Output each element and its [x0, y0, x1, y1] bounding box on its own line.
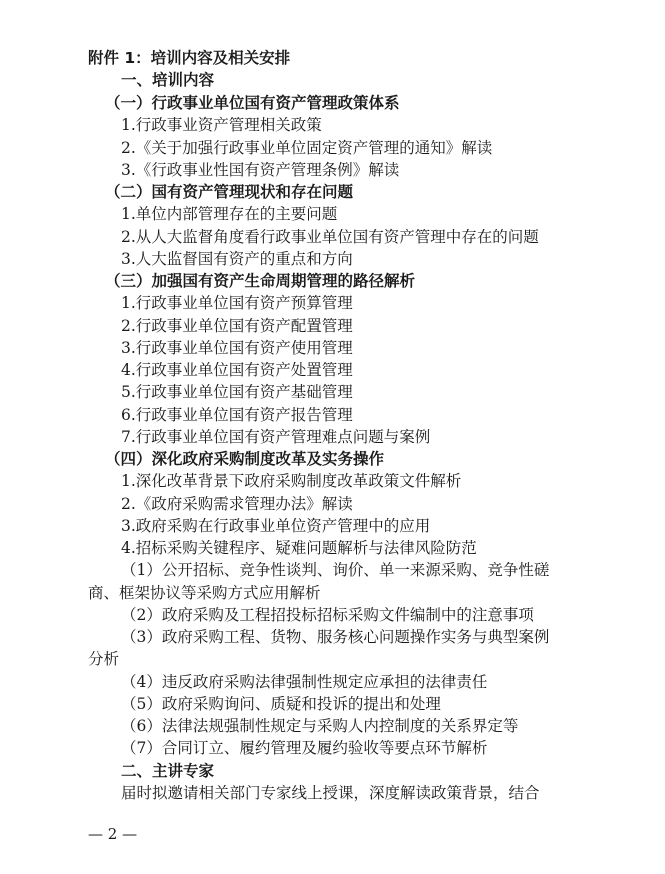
list-item: 1.行政事业资产管理相关政策 — [121, 116, 322, 134]
list-item: 1.单位内部管理存在的主要问题 — [121, 205, 338, 223]
subsection-2-title: （二）国有资产管理现状和存在问题 — [105, 183, 354, 201]
list-item: 7.行政事业单位国有资产管理难点问题与案例 — [121, 428, 431, 446]
list-item: 4.行政事业单位国有资产处置管理 — [121, 361, 353, 379]
list-item: 2.行政事业单位国有资产配置管理 — [121, 317, 353, 335]
sub-list-item: （4）违反政府采购法律强制性规定应承担的法律责任 — [121, 673, 488, 691]
list-item: 3.人大监督国有资产的重点和方向 — [121, 250, 353, 268]
sub-list-item: （3）政府采购工程、货物、服务核心问题操作实务与典型案例 — [121, 628, 550, 646]
sub-list-item: （1）公开招标、竞争性谈判、询价、单一来源采购、竞争性磋 — [121, 561, 550, 579]
list-item: 3.政府采购在行政事业单位资产管理中的应用 — [121, 517, 431, 535]
section-1-title: 一、培训内容 — [121, 71, 215, 89]
paragraph: 届时拟邀请相关部门专家线上授课，深度解读政策背景，结合 — [121, 784, 540, 802]
sub-list-item: （5）政府采购询问、质疑和投诉的提出和处理 — [121, 695, 441, 713]
list-item: 3.行政事业单位国有资产使用管理 — [121, 339, 353, 357]
sub-list-item: （6）法律法规强制性规定与采购人内控制度的关系界定等 — [121, 717, 519, 735]
list-item: 2.《政府采购需求管理办法》解读 — [121, 495, 353, 513]
page-number: — 2 — — [88, 825, 138, 843]
list-item: 2.从人大监督角度看行政事业单位国有资产管理中存在的问题 — [121, 228, 539, 246]
list-item: 5.行政事业单位国有资产基础管理 — [121, 383, 353, 401]
list-item: 1.行政事业单位国有资产预算管理 — [121, 294, 353, 312]
list-item: 6.行政事业单位国有资产报告管理 — [121, 406, 353, 424]
subsection-4-title: （四）深化政府采购制度改革及实务操作 — [105, 450, 385, 468]
sub-list-item-continuation: 分析 — [88, 650, 120, 668]
sub-list-item: （7）合同订立、履约管理及履约验收等要点环节解析 — [121, 739, 488, 757]
subsection-3-title: （三）加强国有资产生命周期管理的路径解析 — [105, 272, 416, 290]
sub-list-item-continuation: 商、框架协议等采购方式应用解析 — [88, 584, 321, 602]
subsection-1-title: （一）行政事业单位国有资产管理政策体系 — [105, 94, 400, 112]
list-item: 4.招标采购关键程序、疑难问题解析与法律风险防范 — [121, 539, 477, 557]
list-item: 2.《关于加强行政事业单位固定资产管理的通知》解读 — [121, 139, 493, 157]
list-item: 1.深化改革背景下政府采购制度改革政策文件解析 — [121, 472, 462, 490]
list-item: 3.《行政事业性国有资产管理条例》解读 — [121, 161, 400, 179]
sub-list-item: （2）政府采购及工程招投标招标采购文件编制中的注意事项 — [121, 606, 534, 624]
section-2-title: 二、主讲专家 — [121, 762, 215, 780]
attachment-title: 附件 1：培训内容及相关安排 — [88, 49, 291, 67]
